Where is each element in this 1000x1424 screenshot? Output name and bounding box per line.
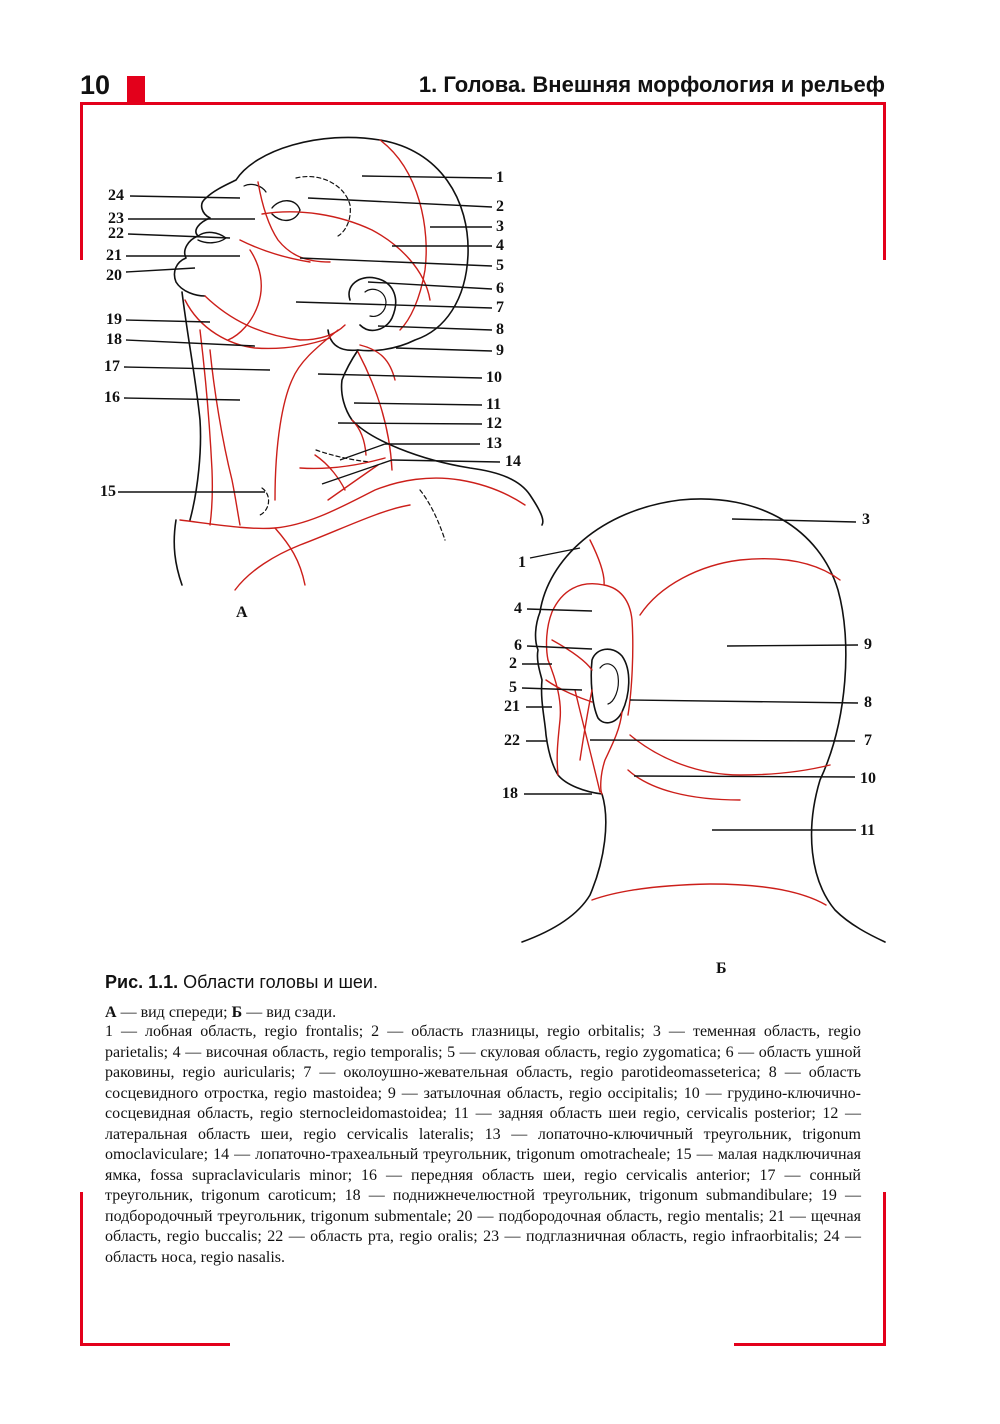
frame-bottom-left-rule [80,1343,230,1346]
caption-legend-body: 1 — лобная область, regio frontalis; 2 — область глазницы, regio orbitalis; 3 — теменная область, regio parietalis; 4 — височная область, regio temporalis; 5 — скуловая область, regio zygomatica; 6 — область ушной раковины, regio auricularis; 7 — околоушно-жевательная область, regio parotideomasseterica; 8 — область сосцевидного отростка, regio mastoidea; 9 — затылочная область, regio occipitalis; 10 — грудино-ключично-сосцевидная область, regio sternocleidomastoidea; 11 — задняя область шеи regio, cervicalis posterior; 12 — латеральная область шеи, regio cervicalis lateralis; 13 — лопаточно-ключичный треугольник, trigonum omoclaviculare; 14 — лопаточно-трахеальный треугольник, trigonum omotracheale; 15 — малая надключичная ямка, fossa supraclavicularis minor; 16 — передняя область шеи, regio cervicalis anterior; 17 — сонный треугольник, trigonum caroticum; 18 — поднижнечелюстной треугольник, trigonum submandibulare; 19 — подбородочный треугольник, trigonum submentale; 20 — подбородочная область, regio mentalis; 21 — щечная область, regio buccalis; 22 — область рта, regio oralis; 23 — подглазничная область, regio infraorbitalis; 24 — область носа, regio nasalis. [105,1023,861,1266]
view-b-label-6: 6 [514,637,522,654]
view-a-label-4: 4 [496,237,504,254]
view-a-caption-letter: А [236,604,248,621]
view-b-label-4: 4 [514,600,522,617]
view-b-label-18: 18 [502,785,518,802]
view-b-label-3: 3 [862,511,870,528]
view-a-label-20: 20 [106,267,122,284]
frame-bottom-right-rule [734,1343,886,1346]
figure-title-text: Области головы и шеи. [178,972,378,992]
view-a-leader-lines [118,176,500,492]
page-number: 10 [80,70,111,100]
view-a-label-23: 23 [108,210,124,227]
view-a-label-7: 7 [496,299,504,316]
view-a-label-14: 14 [505,453,521,470]
caption-view-b-key: Б [231,1004,243,1021]
figure-number: Рис. 1.1. [105,972,179,992]
view-b-label-11: 11 [860,822,876,839]
view-b-label-8: 8 [864,694,872,711]
view-a-label-2: 2 [496,198,504,215]
view-b-region-lines [546,540,840,905]
view-a-label-17: 17 [104,358,120,375]
figure-caption-title [105,972,378,993]
frame-right-bottom [883,1192,886,1346]
view-b-label-2: 2 [509,655,517,672]
view-b-face-outline [522,612,606,942]
view-a-label-1: 1 [496,169,504,186]
view-a-label-19: 19 [106,311,122,328]
view-a-label-3: 3 [496,218,504,235]
view-b-drawing [522,499,885,942]
view-a-label-13: 13 [486,435,502,452]
view-b-leader-lines [522,519,858,830]
view-a-label-5: 5 [496,257,504,274]
view-b-label-7: 7 [864,732,872,749]
caption-views-legend [105,1002,865,1024]
view-b-label-21: 21 [504,698,520,715]
caption-view-b-text: — вид сзади. [242,1004,337,1021]
view-a-label-6: 6 [496,280,504,297]
view-b-ear [591,649,629,723]
chapter-title: 1. Голова. Внешняя морфология и рельеф [418,72,885,97]
view-a-label-8: 8 [496,321,504,338]
view-b-label-5: 5 [509,679,517,696]
frame-left-bottom [80,1192,83,1346]
view-a-label-24: 24 [108,187,124,204]
view-b-label-1: 1 [518,554,526,571]
view-a-label-15: 15 [100,483,116,500]
view-a-head-outline [174,137,468,350]
view-a-label-9: 9 [496,342,504,359]
view-b-label-22: 22 [504,732,520,749]
view-a-region-lines [180,140,525,590]
view-a-label-16: 16 [104,389,120,406]
view-a-drawing [174,137,543,590]
view-a-eye [272,201,300,221]
view-b-caption-letter: Б [716,960,727,977]
caption-view-a-key: А [105,1004,117,1021]
view-a-label-22: 22 [108,225,124,242]
view-a-label-18: 18 [106,331,122,348]
view-a-label-21: 21 [106,247,122,264]
view-a-label-11: 11 [486,396,502,413]
view-b-label-9: 9 [864,636,872,653]
view-a-label-10: 10 [486,369,502,386]
view-b-label-10: 10 [860,770,876,787]
view-a-label-12: 12 [486,415,502,432]
caption-view-a-text: — вид спереди; [116,1004,232,1021]
